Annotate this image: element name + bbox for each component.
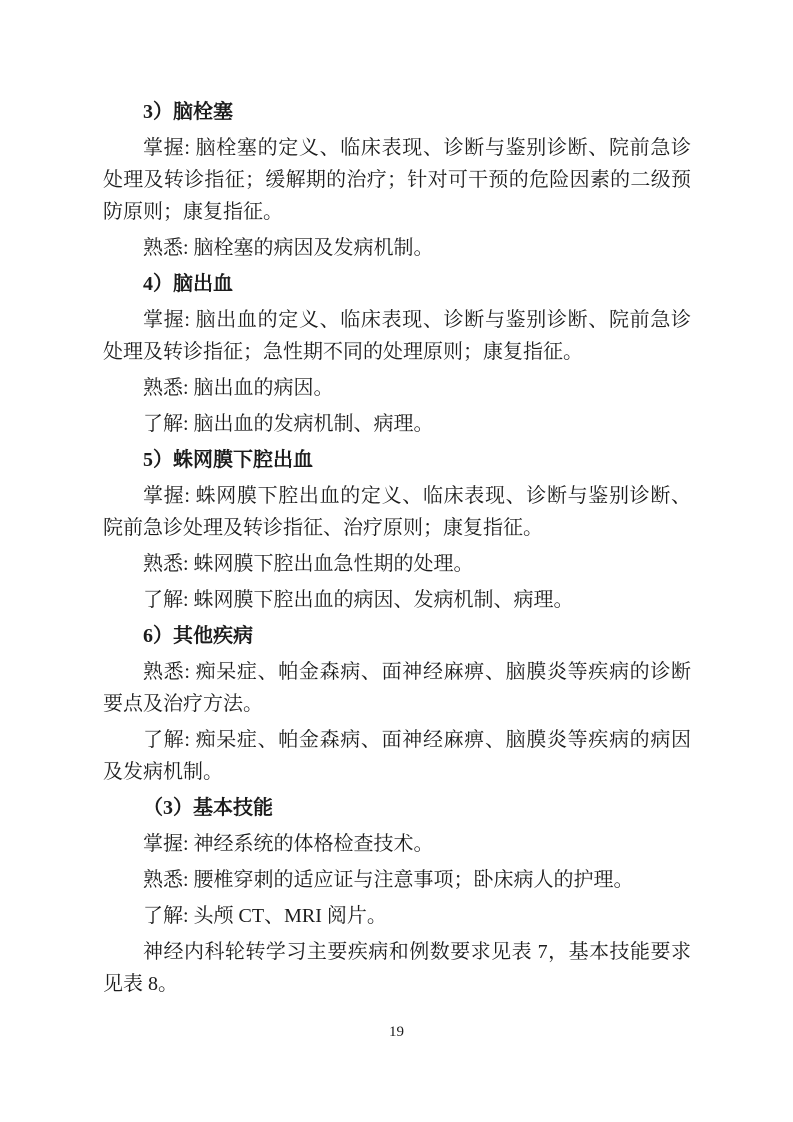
- section-heading: 5）蛛网膜下腔出血: [143, 449, 313, 471]
- paragraph: 了解: 脑出血的发病机制、病理。: [143, 413, 434, 435]
- paragraph: 掌握: 脑出血的定义、临床表现、诊断与鉴别诊断、院前急诊处理及转诊指征；急性期不同的处理原则；康复指征。: [103, 309, 691, 363]
- section-heading: 6）其他疾病: [143, 625, 253, 647]
- section-heading: 3）脑栓塞: [143, 101, 233, 123]
- paragraph: 了解: 痴呆症、帕金森病、面神经麻痹、脑膜炎等疾病的病因及发病机制。: [103, 729, 691, 783]
- paragraph: 熟悉: 脑出血的病因。: [143, 377, 334, 399]
- paragraph: 了解: 头颅 CT、MRI 阅片。: [143, 905, 387, 927]
- paragraph: 了解: 蛛网膜下腔出血的病因、发病机制、病理。: [143, 589, 574, 611]
- paragraph: 神经内科轮转学习主要疾病和例数要求见表 7，基本技能要求见表 8。: [103, 941, 691, 995]
- paragraph: 掌握: 蛛网膜下腔出血的定义、临床表现、诊断与鉴别诊断、院前急诊处理及转诊指征、治疗原则；康复指征。: [103, 485, 691, 539]
- paragraph: 熟悉: 痴呆症、帕金森病、面神经麻痹、脑膜炎等疾病的诊断要点及治疗方法。: [103, 661, 691, 715]
- paragraph: 熟悉: 脑栓塞的病因及发病机制。: [143, 237, 434, 259]
- paragraph: 熟悉: 蛛网膜下腔出血急性期的处理。: [143, 553, 474, 575]
- page-content: [103, 96, 691, 1004]
- paragraph: 掌握: 神经系统的体格检查技术。: [143, 833, 434, 855]
- paragraph: 掌握: 脑栓塞的定义、临床表现、诊断与鉴别诊断、院前急诊处理及转诊指征；缓解期的治疗；针对可干预的危险因素的二级预防原则；康复指征。: [103, 137, 691, 223]
- section-heading: （3）基本技能: [143, 797, 273, 819]
- section-heading: 4）脑出血: [143, 273, 233, 295]
- paragraph: 熟悉: 腰椎穿刺的适应证与注意事项；卧床病人的护理。: [143, 869, 634, 891]
- page-number: 19: [389, 1024, 404, 1040]
